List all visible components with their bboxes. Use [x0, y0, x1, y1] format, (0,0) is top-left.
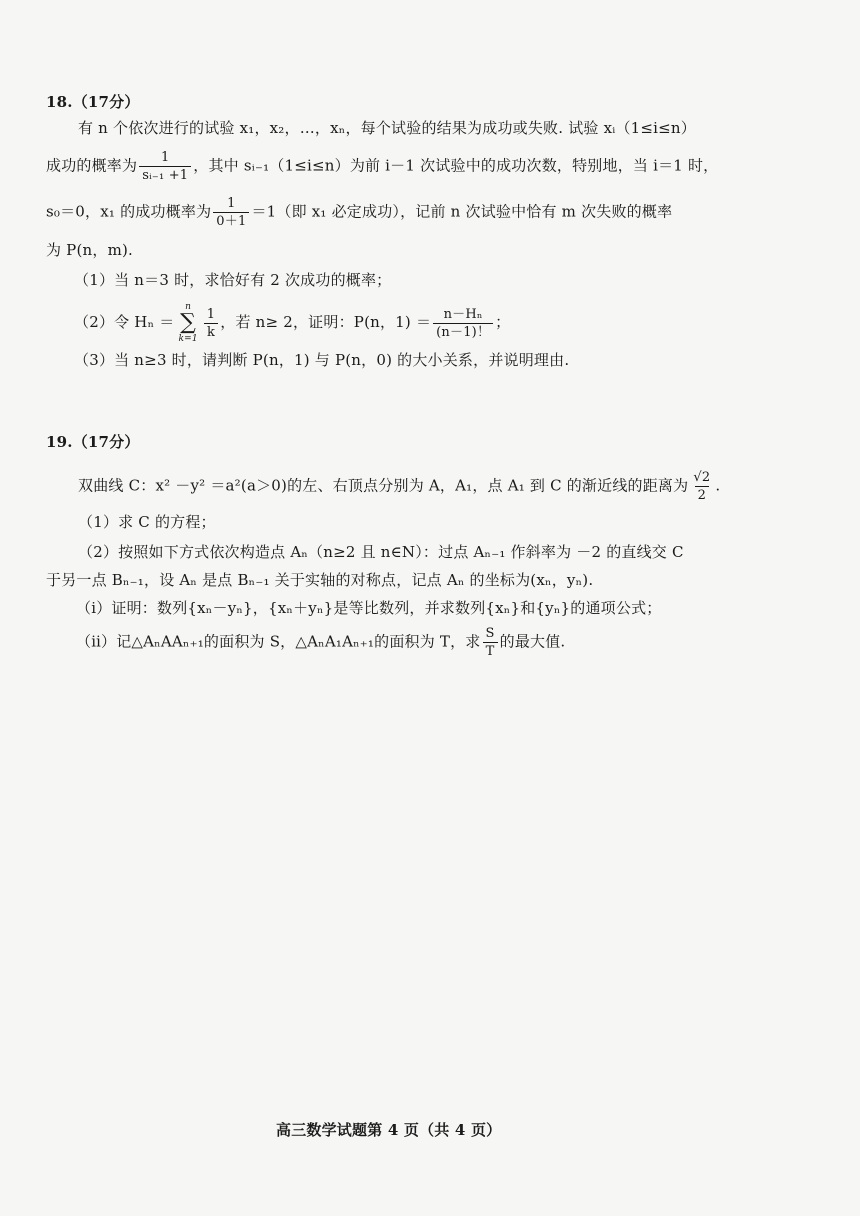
- fraction-numerator: 1: [206, 306, 216, 322]
- q19-subpart-ii: [76, 626, 565, 659]
- summation: [178, 302, 197, 344]
- fraction-denominator: sᵢ₋₁ +1: [139, 166, 191, 183]
- q19-line-1-text-b: .: [715, 476, 721, 495]
- q18-part-2: [74, 302, 510, 344]
- distance-fraction: [690, 470, 713, 503]
- q19-subpart-ii-text-a: （ⅱ）记△AₙAAₙ₊₁的面积为 S，△AₙA₁Aₙ₊₁的面积为 T，求: [76, 632, 481, 651]
- fraction-denominator: 2: [695, 486, 709, 503]
- q18-line-1: 有 n 个依次进行的试验 x₁，x₂，…，xₙ，每个试验的结果为成功或失败. 试验 xᵢ（1≤i≤n）: [78, 119, 696, 137]
- q18-part-2-text-a: （2）令 Hₙ ＝: [74, 313, 175, 331]
- page-footer: 高三数学试题第 4 页（共 4 页）: [276, 1121, 502, 1139]
- fraction-denominator: 0＋1: [213, 212, 249, 229]
- q18-part-2-text-c: ；: [495, 313, 511, 331]
- q18-line-2-text-a: 成功的概率为: [46, 156, 138, 175]
- summation-lower-limit: k=1: [178, 334, 198, 344]
- q18-part-3: （3）当 n≥3 时，请判断 P(n，1) 与 P(n，0) 的大小关系，并说明理由.: [74, 351, 570, 369]
- q19-part-2-line-1: （2）按照如下方式依次构造点 Aₙ（n≥2 且 n∈N）：过点 Aₙ₋₁ 作斜率为 －2 的直线交 C: [78, 543, 684, 561]
- fraction-numerator: √2: [693, 470, 711, 485]
- summation-upper-limit: n: [185, 302, 192, 312]
- q19-part-1: （1）求 C 的方程；: [78, 513, 216, 531]
- q18-line-2: [46, 150, 718, 183]
- success-probability-fraction: [139, 150, 191, 183]
- q18-line-2-text-b: ，其中 sᵢ₋₁（1≤i≤n）为前 i－1 次试验中的成功次数，特别地，当 i＝1 时，: [193, 156, 719, 175]
- fraction-denominator: T: [483, 642, 498, 659]
- q19-subpart-i: （ⅰ）证明：数列{xₙ－yₙ}，{xₙ＋yₙ}是等比数列，并求数列{xₙ}和{yₙ}的通项公式；: [76, 599, 662, 617]
- fraction-numerator: 1: [160, 150, 170, 165]
- question-18-heading: 18.（17分）: [46, 93, 140, 111]
- q18-part-1: （1）当 n＝3 时，求恰好有 2 次成功的概率；: [74, 271, 392, 289]
- probability-formula-fraction: [433, 307, 493, 340]
- question-19-heading: 19.（17分）: [46, 433, 140, 451]
- q18-part-2-text-b: ，若 n≥ 2，证明：P(n，1) ＝: [220, 313, 432, 331]
- fraction-denominator: (n－1)！: [433, 323, 493, 340]
- q19-subpart-ii-text-b: 的最大值.: [499, 632, 566, 651]
- fraction-numerator: 1: [227, 196, 236, 211]
- fraction-numerator: n－Hₙ: [443, 306, 483, 322]
- q18-line-3-text-a: s₀＝0，x₁ 的成功概率为: [46, 202, 212, 221]
- fraction-denominator: k: [204, 323, 218, 340]
- area-ratio-fraction: [483, 626, 498, 659]
- q18-line-3-text-b: ＝1（即 x₁ 必定成功），记前 n 次试验中恰有 m 次失败的概率: [251, 202, 673, 221]
- summation-symbol: ∑: [180, 310, 197, 335]
- harmonic-term-fraction: [204, 307, 218, 340]
- q19-part-2-line-2: 于另一点 Bₙ₋₁，设 Aₙ 是点 Bₙ₋₁ 关于实轴的对称点，记点 Aₙ 的坐标为(xₙ，yₙ).: [46, 571, 594, 589]
- q18-line-3: [46, 196, 672, 229]
- fraction-numerator: S: [485, 626, 495, 641]
- q19-line-1-text-a: 双曲线 C：x² －y² ＝a²(a＞0)的左、右顶点分别为 A，A₁，点 A₁ 到 C 的渐近线的距离为: [78, 476, 689, 495]
- q19-line-1: [78, 470, 720, 503]
- q18-line-4: 为 P(n，m).: [46, 241, 134, 259]
- first-probability-fraction: [213, 196, 249, 229]
